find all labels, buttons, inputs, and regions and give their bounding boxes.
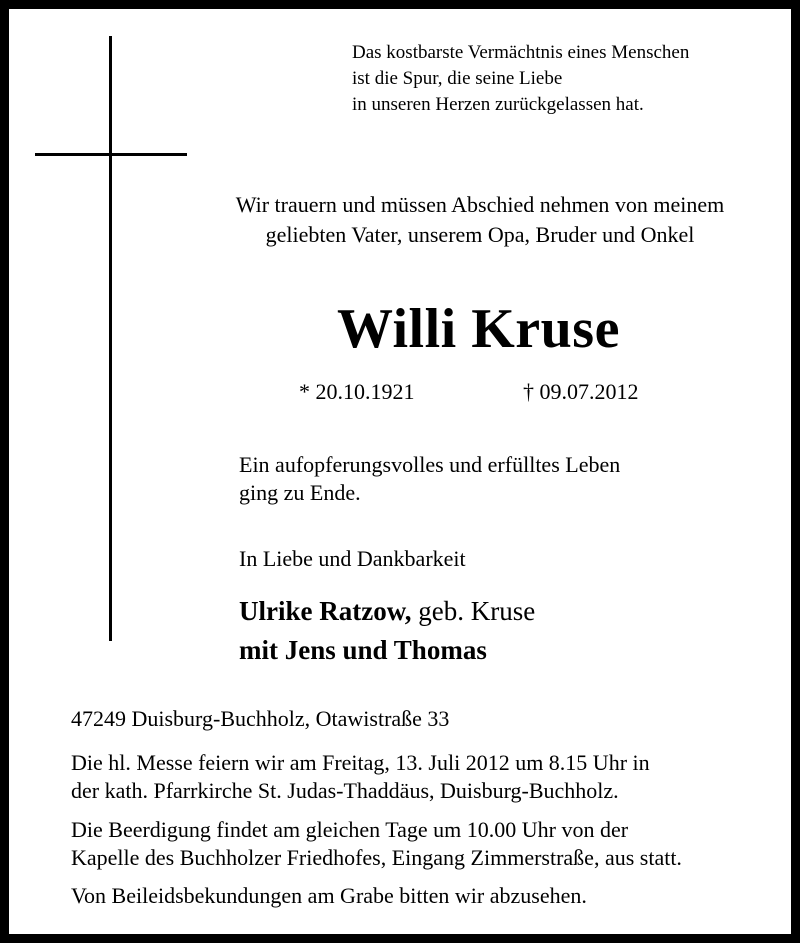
quote-line: in unseren Herzen zurückgelassen hat. (352, 94, 644, 115)
quote-line: ist die Spur, die seine Liebe (352, 68, 563, 89)
mourning-line: Wir trauern und müssen Abschied nehmen von meinem (235, 192, 725, 217)
burial-line: Die Beerdigung findet am gleichen Tage um 10.00 Uhr von der (71, 817, 629, 842)
memorial-quote (352, 40, 689, 118)
deceased-name: Willi Kruse (337, 298, 620, 360)
burial-notice (71, 816, 682, 872)
signer-family: mit Jens und Thomas (239, 635, 487, 665)
mourning-line: geliebten Vater, unserem Opa, Bruder und Onkel (265, 222, 695, 247)
mass-line: Die hl. Messe feiern wir am Freitag, 13. Juli 2012 um 8.15 Uhr in (71, 750, 650, 775)
cross-icon-horizontal (35, 153, 187, 156)
life-line: Ein aufopferungsvolles und erfülltes Leben (239, 452, 621, 477)
signer-name-line (239, 594, 535, 628)
mourning-address: 47249 Duisburg-Buchholz, Otawistraße 33 (71, 706, 450, 731)
life-statement (239, 451, 620, 507)
condolence-notice: Von Beileidsbekundungen am Grabe bitten wir abzusehen. (71, 883, 587, 908)
quote-line: Das kostbarste Vermächtnis eines Menschen (352, 42, 690, 63)
death-date: † 09.07.2012 (523, 379, 639, 404)
mourning-announcement (0, 190, 800, 250)
burial-line: Kapelle des Buchholzer Friedhofes, Eingang Zimmerstraße, aus statt. (71, 845, 682, 870)
life-line: ging zu Ende. (239, 480, 361, 505)
mass-notice (71, 749, 650, 805)
birth-date: * 20.10.1921 (299, 379, 415, 404)
cross-icon-vertical (109, 36, 112, 641)
closing-phrase: In Liebe und Dankbarkeit (239, 546, 466, 571)
signer-name: Ulrike Ratzow, (239, 596, 412, 626)
signer-maiden-name: geb. Kruse (411, 596, 536, 626)
mass-line: der kath. Pfarrkirche St. Judas-Thaddäus, Duisburg-Buchholz. (71, 778, 619, 803)
